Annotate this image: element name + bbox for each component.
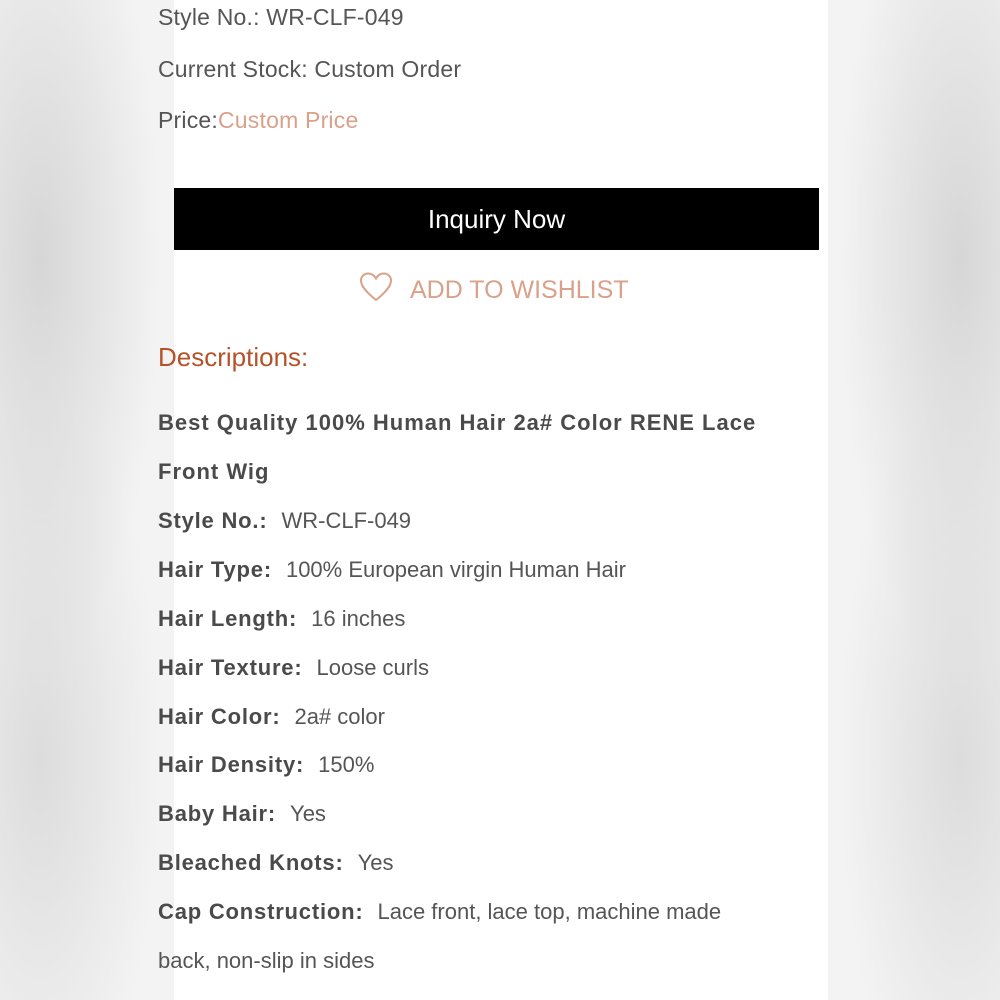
- price-value: Custom Price: [218, 107, 359, 133]
- spec-key: Style No.:: [158, 508, 268, 533]
- spec-key: Baby Hair:: [158, 801, 277, 826]
- spec-value: Loose curls: [316, 655, 429, 680]
- spec-key: Hair Density:: [158, 752, 305, 777]
- spec-row-hair-type: [158, 557, 626, 583]
- spec-value: 16 inches: [311, 606, 406, 631]
- spec-value: 150%: [318, 752, 375, 777]
- inquiry-now-label: Inquiry Now: [427, 203, 566, 234]
- price-line: [158, 107, 358, 134]
- add-to-wishlist-label: ADD TO WISHLIST: [410, 275, 629, 304]
- heart-icon: [360, 272, 392, 309]
- spec-row-style-no: [158, 508, 411, 534]
- product-detail-panel: [158, 0, 828, 1000]
- style-number-line: Style No.: WR-CLF-049: [158, 4, 404, 30]
- inquiry-now-button[interactable]: [174, 188, 819, 250]
- spec-row-hair-density: [158, 752, 374, 778]
- spec-value: WR-CLF-049: [281, 508, 412, 533]
- spec-row-hair-color: [158, 704, 385, 730]
- spec-row-hair-length: [158, 606, 405, 632]
- spec-key: Hair Length:: [158, 606, 298, 631]
- spec-value: 100% European virgin Human Hair: [285, 557, 626, 582]
- spec-key: Bleached Knots:: [158, 850, 344, 875]
- spec-key: Cap Construction:: [158, 899, 364, 924]
- cap-construction-continuation: back, non-slip in sides: [158, 948, 375, 973]
- spec-key: Hair Type:: [158, 557, 272, 582]
- spec-key: Hair Color:: [158, 704, 281, 729]
- spec-key: Hair Texture:: [158, 655, 303, 680]
- spec-row-hair-texture: [158, 655, 429, 681]
- spec-value: Lace front, lace top, machine made: [377, 899, 722, 924]
- add-to-wishlist-button[interactable]: [360, 270, 629, 310]
- spec-value: 2a# color: [294, 704, 385, 729]
- product-title-line-2: Front Wig: [158, 459, 270, 484]
- price-label: Price:: [158, 107, 218, 133]
- product-title-line-1: Best Quality 100% Human Hair 2a# Color RENE Lace: [158, 410, 757, 435]
- spec-value: Yes: [290, 801, 326, 826]
- spec-row-cap-construction: [158, 899, 721, 925]
- descriptions-heading: Descriptions:: [158, 342, 309, 372]
- spec-row-baby-hair: [158, 801, 326, 827]
- spec-value: Yes: [357, 850, 394, 875]
- spec-row-bleached-knots: [158, 850, 393, 876]
- current-stock-line: Current Stock: Custom Order: [158, 56, 462, 82]
